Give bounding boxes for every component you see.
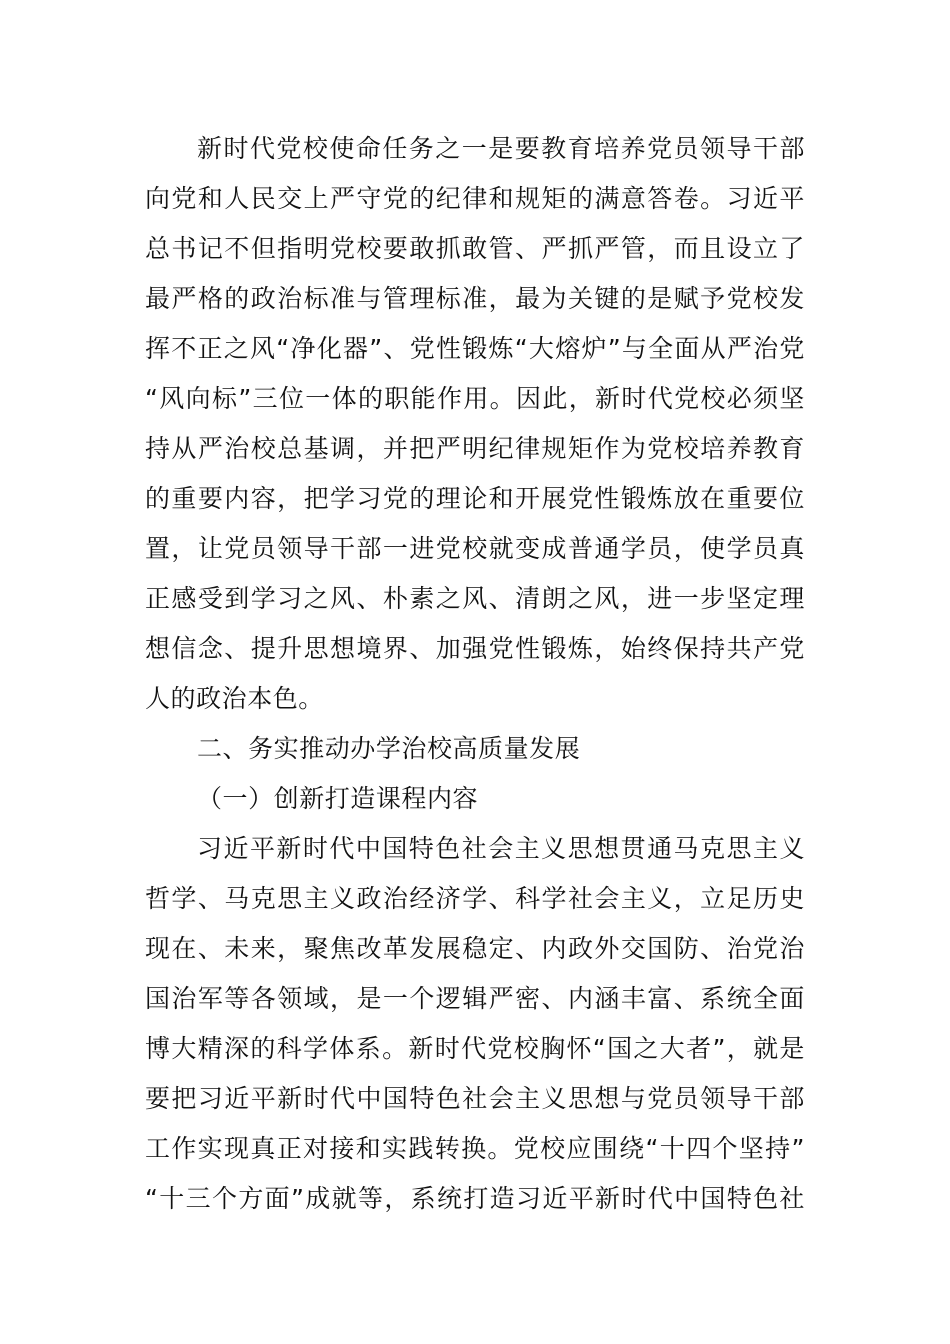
section-heading: 二、务实推动办学治校高质量发展 — [197, 734, 581, 763]
paragraph-line: 哲学、马克思主义政治经济学、科学社会主义，立足历史 — [145, 884, 805, 913]
paragraph-line: 要把习近平新时代中国特色社会主义思想与党员领导干部 — [145, 1084, 805, 1113]
subsection-heading: （一）创新打造课程内容 — [197, 784, 479, 813]
paragraph-line: 持从严治校总基调，并把严明纪律规矩作为党校培养教育 — [145, 434, 805, 463]
paragraph-line: 挥不正之风“净化器”、党性锻炼“大熔炉”与全面从严治党 — [145, 334, 805, 363]
paragraph-line: 最严格的政治标准与管理标准，最为关键的是赋予党校发 — [145, 284, 805, 313]
paragraph-line: 的重要内容，把学习党的理论和开展党性锻炼放在重要位 — [145, 484, 805, 513]
paragraph-line: 向党和人民交上严守党的纪律和规矩的满意答卷。习近平 — [145, 184, 805, 213]
paragraph-line: 总书记不但指明党校要敢抓敢管、严抓严管，而且设立了 — [145, 234, 805, 263]
paragraph-line: 人的政治本色。 — [145, 684, 324, 713]
paragraph-line: 想信念、提升思想境界、加强党性锻炼，始终保持共产党 — [145, 634, 805, 663]
paragraph-line: “十三个方面”成就等，系统打造习近平新时代中国特色社 — [145, 1184, 805, 1213]
paragraph-line: 工作实现真正对接和实践转换。党校应围绕“十四个坚持” — [145, 1134, 805, 1163]
paragraph-line: 国治军等各领域，是一个逻辑严密、内涵丰富、系统全面 — [145, 984, 805, 1013]
paragraph-line: 置，让党员领导干部一进党校就变成普通学员，使学员真 — [145, 534, 805, 563]
paragraph-line: 博大精深的科学体系。新时代党校胸怀“国之大者”，就是 — [145, 1034, 805, 1063]
paragraph-line: “风向标”三位一体的职能作用。因此，新时代党校必须坚 — [145, 384, 805, 413]
paragraph-line: 新时代党校使命任务之一是要教育培养党员领导干部 — [197, 134, 805, 163]
paragraph-line: 现在、未来，聚焦改革发展稳定、内政外交国防、治党治 — [145, 934, 805, 963]
paragraph-line: 习近平新时代中国特色社会主义思想贯通马克思主义 — [197, 834, 805, 863]
paragraph-line: 正感受到学习之风、朴素之风、清朗之风，进一步坚定理 — [145, 584, 805, 613]
